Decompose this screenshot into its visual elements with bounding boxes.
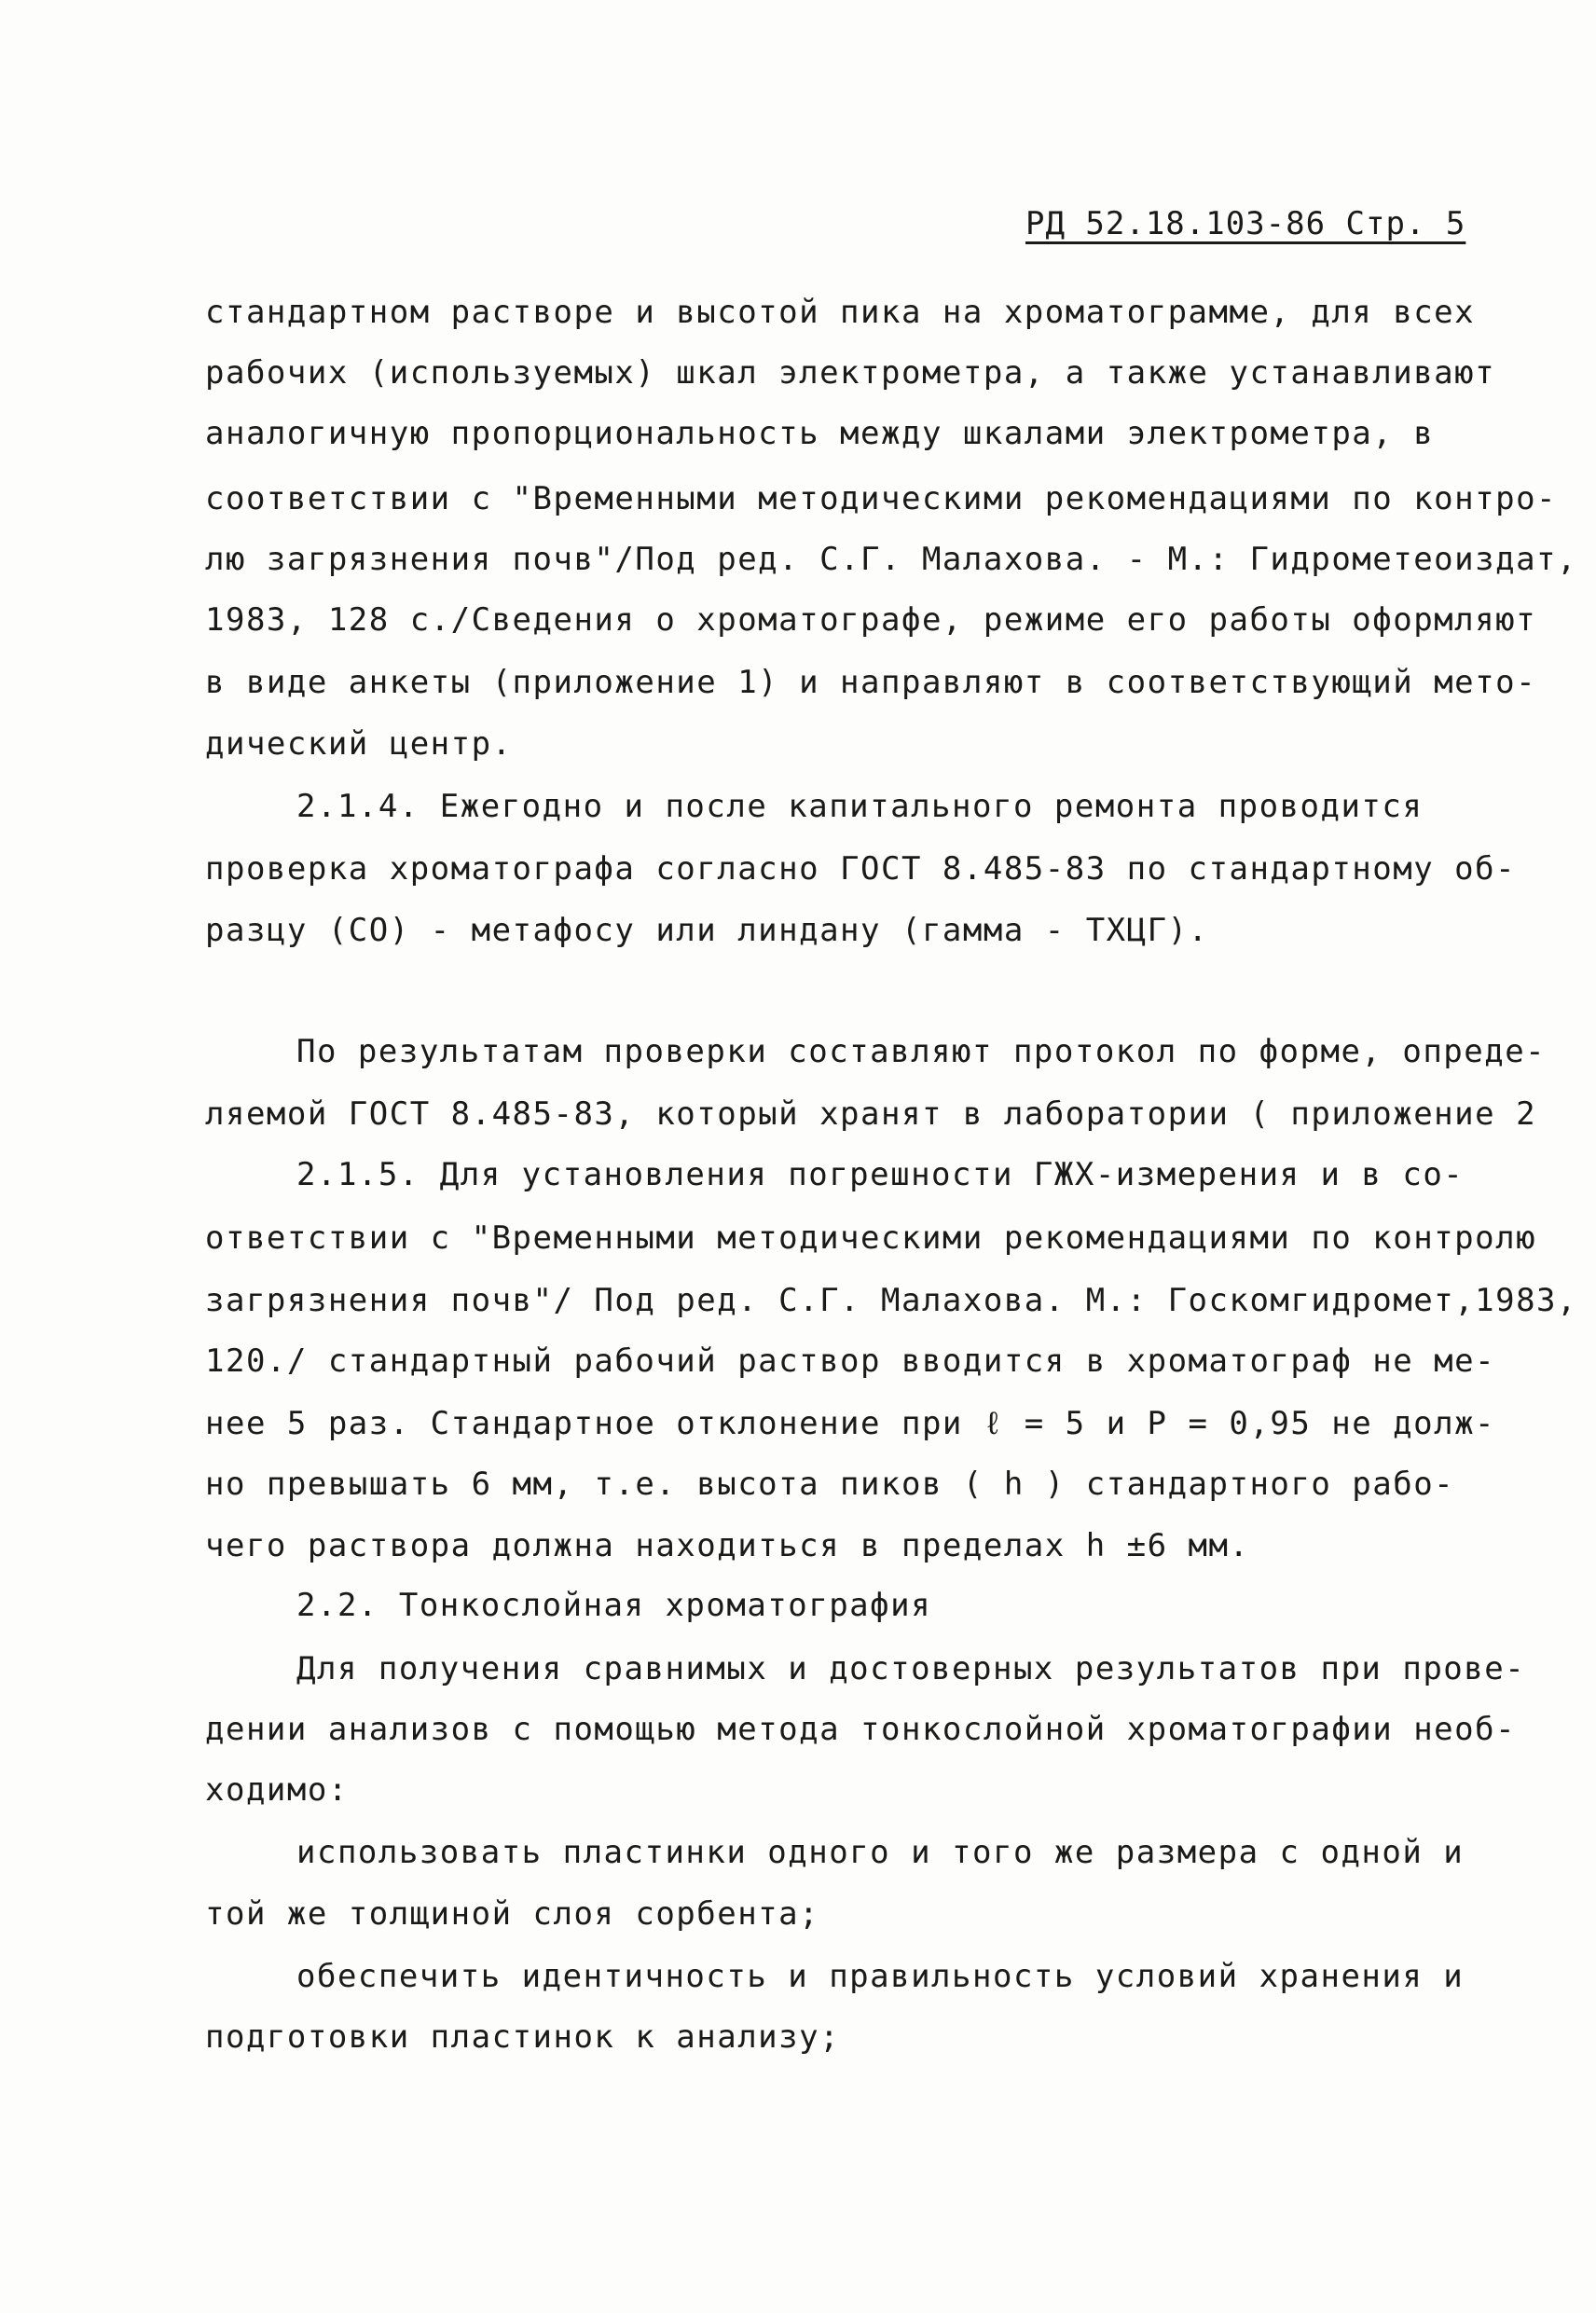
text-line: использовать пластинки одного и того же размера с одной и [296,1834,1465,1871]
text-line: той же толщиной слоя сорбента; [205,1895,820,1933]
text-line: 120./ стандартный рабочий раствор вводится в хроматограф не ме- [205,1342,1496,1380]
text-line: подготовки пластинок к анализу; [205,2018,841,2056]
text-line: стандартном растворе и высотой пика на хроматограмме, для всех [205,294,1476,331]
text-line: разцу (СО) - метафосу или линдану (гамма - ТХЦГ). [205,912,1209,949]
text-line: но превышать 6 мм, т.е. высота пиков ( h ) стандартного рабо- [205,1466,1455,1503]
text-line: обеспечить идентичность и правильность условий хранения и [296,1958,1465,1995]
text-line: рабочих (используемых) шкал электрометра, а также устанавливают [205,354,1496,392]
text-line: Для получения сравнимых и достоверных результатов при прове- [296,1650,1526,1687]
text-line: загрязнения почв"/ Под ред. С.Г. Малахова. М.: Госкомгидромет,1983, [205,1282,1577,1319]
text-line: в виде анкеты (приложение 1) и направляют в соответствующий мето- [205,664,1537,701]
text-line: 2.1.4. Ежегодно и после капитального ремонта проводится [296,788,1424,825]
text-line: 1983, 128 с./Сведения о хроматографе, режиме его работы оформляют [205,601,1537,639]
text-line: дении анализов с помощью метода тонкослойной хроматографии необ- [205,1711,1517,1748]
text-line: нее 5 раз. Стандартное отклонение при ℓ = 5 и Р = 0,95 не долж- [205,1405,1496,1442]
text-line: дический центр. [205,725,513,763]
section-heading: 2.2. Тонкослойная хроматография [296,1587,932,1624]
text-line: По результатам проверки составляют протокол по форме, опреде- [296,1033,1547,1070]
text-line: соответствии с "Временными методическими рекомендациями по контро- [205,480,1558,517]
text-line: ляемой ГОСТ 8.485-83, который хранят в лаборатории ( приложение 2 [205,1095,1537,1133]
text-line: чего раствора должна находиться в пределах h ±6 мм. [205,1527,1250,1564]
text-line: 2.1.5. Для установления погрешности ГЖХ-измерения и в со- [296,1156,1465,1193]
text-line: аналогичную пропорциональность между шкалами электрометра, в [205,415,1435,452]
page-header: РД 52.18.103-86 Стр. 5 [1025,205,1466,242]
text-line: ответствии с "Временными методическими рекомендациями по контролю [205,1219,1537,1257]
text-line: лю загрязнения почв"/Под ред. С.Г. Малахова. - М.: Гидрометеоиздат, [205,541,1577,578]
text-line: проверка хроматографа согласно ГОСТ 8.485-83 по стандартному об- [205,850,1517,888]
text-line: ходимо: [205,1771,349,1809]
